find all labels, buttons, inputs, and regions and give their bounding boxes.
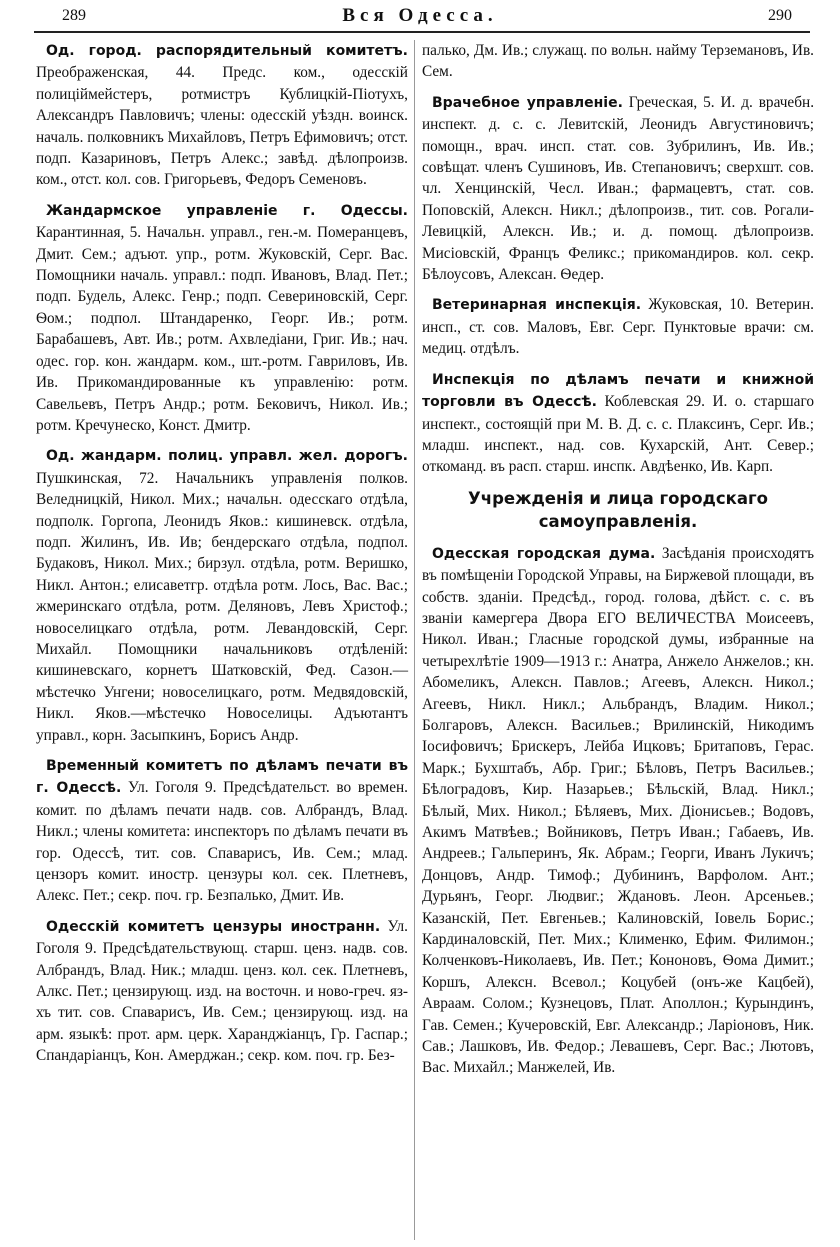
- entry-heading: Од. жандарм. полиц. управл. жел. дорогъ.: [46, 448, 408, 465]
- entry-veterinary-inspection: [422, 294, 814, 359]
- page-number-left: 289: [62, 7, 86, 24]
- header-rule: [34, 31, 810, 33]
- entry-body: Ул. Гоголя 9. Предсѣдательст. во времен. комит. по дѣламъ печати надв. сов. Албрандъ, Влад. Никл.; члены комитета: инспекторъ по дѣламъ печати въ гор. Одессѣ, тит. сов. Спаварисъ, Ив. Сем.; млад. цензоръ комит. иностр. цензуры кол. сек. Плетневъ, Алекс. Пет.; секр. поч. гр. Безпалько, Дмит. Ив.: [36, 779, 408, 905]
- entry-foreign-censorship: [36, 916, 408, 1067]
- entry-body: Засѣданія происходятъ въ помѣщеніи Городской Управы, на Биржевой площади, въ собств. зданіи. Предсѣд., город. голова, дѣйст. с. с. въ званіи камергера Двора ЕГО ВЕЛИЧЕСТВА Моисеевъ, Никол. Иван.; Гласные городской думы, избранные на четырехлѣтіе 1909—1913 г.: Анатра, Анжело Анжелов.; кн. Абомеликъ, Алексн. Павлов.; Агеевъ, Алексн. Никол.; Агеевъ, Никл. Никл.; Альбрандъ, Владим. Никол.; Болгаровъ, Алексн. Васильев.; Врилинскій, Никодимъ Іосифовичъ; Брискеръ, Лейба Ицковъ; Бритаповъ, Герас. Марк.; Бухштабъ, Абр. Григ.; Бѣловъ, Петръ Васильев.; Бѣлоградовъ, Кир. Назарьев.; Бѣльскій, Влад. Никл.; Бѣлый, Мих. Никол.; Бѣляевъ, Мих. Діонисьев.; Водовъ, Акимъ Матвѣев.; Войниковъ, Петръ Иван.; Габаевъ, Ив. Андреев.; Гальперинъ, Як. Абрам.; Георги, Иванъ Лукичъ; Донцовъ, Андр. Тимоф.; Дубининъ, Варфолом. Ант.; Дурьянъ, Георг. Людвиг.; Ждановъ. Леон. Арсеньев.; Казанскій, Пет. Евгеньев.; Калиновскій, Іовель Борис.; Кардиналовскій, Пет. Мих.; Клименко, Ефим. Филимон.; Колченковъ-Николаевъ, Ив. Пет.; Кононовъ, Ѳома Димит.; Коршъ, Алексн. Всевол.; Коцубей (онъ-же Кацбей), Авраам. Солом.; Кузнецовъ, Плат. Аполлон.; Курындинъ, Гав. Семен.; Кучеровскій, Евг. Александр.; Ларіоновъ, Ник. Сав.; Лашковъ, Ив. Федор.; Левашевъ, Серг. Вас.; Лютовъ, Вас. Михайл.; Манжелей, Ив.: [422, 544, 814, 1077]
- entry-body: Пушкинская, 72. Начальникъ управленія полков. Веледницкій, Никол. Мих.; начальн. одесскаго отдѣла, подполк. Горгопа, Леонидъ Яков.: кишиневск. отдѣла, подп. Жилинъ, Ив. Ив; бендерскаго отдѣла, подпол. Будаковъ, Никол. Мих.; бирзул. отдѣла, ротм. Веришко, Никл. Антон.; елисаветгр. отдѣла ротм. Лось, Вас. Вас.; жмеринскаго отдѣла, ротм. Деляновъ, Левъ Христоф.; новоселицкаго отдѣла, ротм. Левандовскій, Серг. Михайл. Помощники начальниковъ отдѣленій: кишиневскаго, корнетъ Шатковскій, Фед. Сазон.—мѣстечко Унгени; новоселицкаго, ротм. Медвядовскій, Никл. Яков.—мѣстечко Новоселицы. Адъютантъ управл., корн. Засыпкинъ, Борисъ Андр.: [36, 469, 408, 744]
- entry-heading: Жандармское управленіе г. Одессы.: [46, 202, 408, 219]
- page-number-right: 290: [768, 7, 792, 24]
- entry-body: Карантинная, 5. Начальн. управл., ген.-м. Померанцевъ, Дмит. Сем.; адъют. упр., ротм. Жуковскій, Серг. Вас. Помощники началь. управл.: подп. Ивановъ, Влад. Пет.; подп. Будель, Алекс. Генр.; подп. Севериновскій, Серг. Ѳом.; подпол. Штандаренко, Георг. Ив.; ротм. Барабашевъ, Авт. Ив.; ротм. Ахвледіани, Григ. Ив.; нач. одес. гор. кон. жандарм. ком., шт.-ротм. Гавриловъ, Ив. Ив. Прикомандированные къ управленію: ротм. Савельевъ, Петръ Андр.; ротм. Бековичъ, Никол. Ив.; ротм. Кречунеско, Конст. Дмитр.: [36, 224, 408, 434]
- running-title: Вся Одесса.: [342, 5, 498, 26]
- column-divider: [414, 40, 415, 1240]
- entry-body: Коблевская 29. И. о. старшаго инспект., состоящій при М. В. Д. с. с. Плаксинъ, Серг. Ив.; младш. инспект., над. сов. Кухарскій, Ант. Север.; откоманд. въ расп. старш. инспк. Авдѣенко, Ив. Карп.: [422, 393, 814, 476]
- entry-medical-administration: [422, 92, 814, 286]
- entry-body: Ул. Гоголя 9. Предсѣдательствующ. старш. ценз. надв. сов. Албрандъ, Влад. Ник.; младш. ценз. кол. сек. Плетневъ, Алкс. Пет.; цензирующ. изд. на восточн. и ново-греч. яз-хъ тит. сов. Спаварисъ, Ив. Сем.; цензирующ. изд. на арм. языкѣ: прот. арм. церк. Харанджіанцъ, Гр. Гаспар.; Спандаріанцъ, Кон. Амерджан.; секр. ком. поч. гр. Без-: [36, 917, 408, 1065]
- entry-police-committee: [36, 40, 408, 191]
- entry-heading: Од. город. распорядительный комитетъ.: [46, 43, 408, 59]
- entry-body: палько, Дм. Ив.; служащ. по вольн. найму Терземановъ, Ив. Сем.: [422, 42, 814, 81]
- section-title: Учрежденія и лица городскаго самоуправленія.: [468, 488, 768, 531]
- entry-gendarme-administration: [36, 200, 408, 436]
- entry-body: Жуковская, 10. Ветерин. инсп., ст. сов. Маловъ, Евг. Серг. Пунктовые врачи: см. медиц. отдѣлъ.: [422, 296, 815, 358]
- left-column: [36, 40, 408, 1076]
- entry-heading: Врачебное управленіе.: [432, 94, 623, 111]
- page-header: [0, 0, 840, 34]
- entry-press-inspection: [422, 369, 814, 478]
- right-column: [422, 40, 814, 1088]
- entry-body: Греческая, 5. И. д. врачебн. инспект. д. с. с. Левитскій, Леонидъ Августиновичъ; помощн., врач. инсп. стат. сов. Зубрилинъ, Ив. Ив.; совѣщат. членъ Сушиновъ, Ив. Степановичъ; сверхшт. сов. чл. Хенцинскій, Чесл. Иван.; фармацевтъ, стат. сов. Поповскій, Алексн. Никл.; дѣлопроизв., тит. сов. Рогали-Левицкій, Алексн. Ив.; и. д. помощ. дѣлопроизв. Мисіовскій, Францъ Феликс.; прикомандиров. кол. секр. Бѣлоусовъ, Алексан. Ѳедер.: [422, 93, 815, 284]
- entry-railway-gendarmes: [36, 445, 408, 746]
- entry-heading: Инспекція по дѣламъ печати и книжной торговли въ Одессѣ.: [422, 371, 814, 411]
- entry-press-committee: [36, 755, 408, 907]
- entry-continuation: [422, 40, 814, 83]
- entry-heading: Одесская городская дума.: [432, 545, 656, 562]
- entry-heading: Ветеринарная инспекція.: [432, 297, 642, 314]
- entry-body: Преображенская, 44. Предс. ком., одесскій полиціймейстеръ, ротмистръ Кублицкій-Піотухъ, Александръ Павловичъ; члены: одесскій уѣздн. воинск. началь. полковникъ Михайловъ, Петръ Ефимовичъ; отст. подп. Казариновъ, Петръ Алекс.; завѣд. дѣлопроизв. ком., отст. кол. сов. Григорьевъ, Федоръ Семеновъ.: [36, 64, 408, 189]
- entry-heading: Одесскій комитетъ цензуры иностранн.: [46, 918, 381, 935]
- entry-heading: Временный комитетъ по дѣламъ печати въ г. Одессѣ.: [36, 758, 408, 797]
- entry-city-duma: [422, 543, 814, 1079]
